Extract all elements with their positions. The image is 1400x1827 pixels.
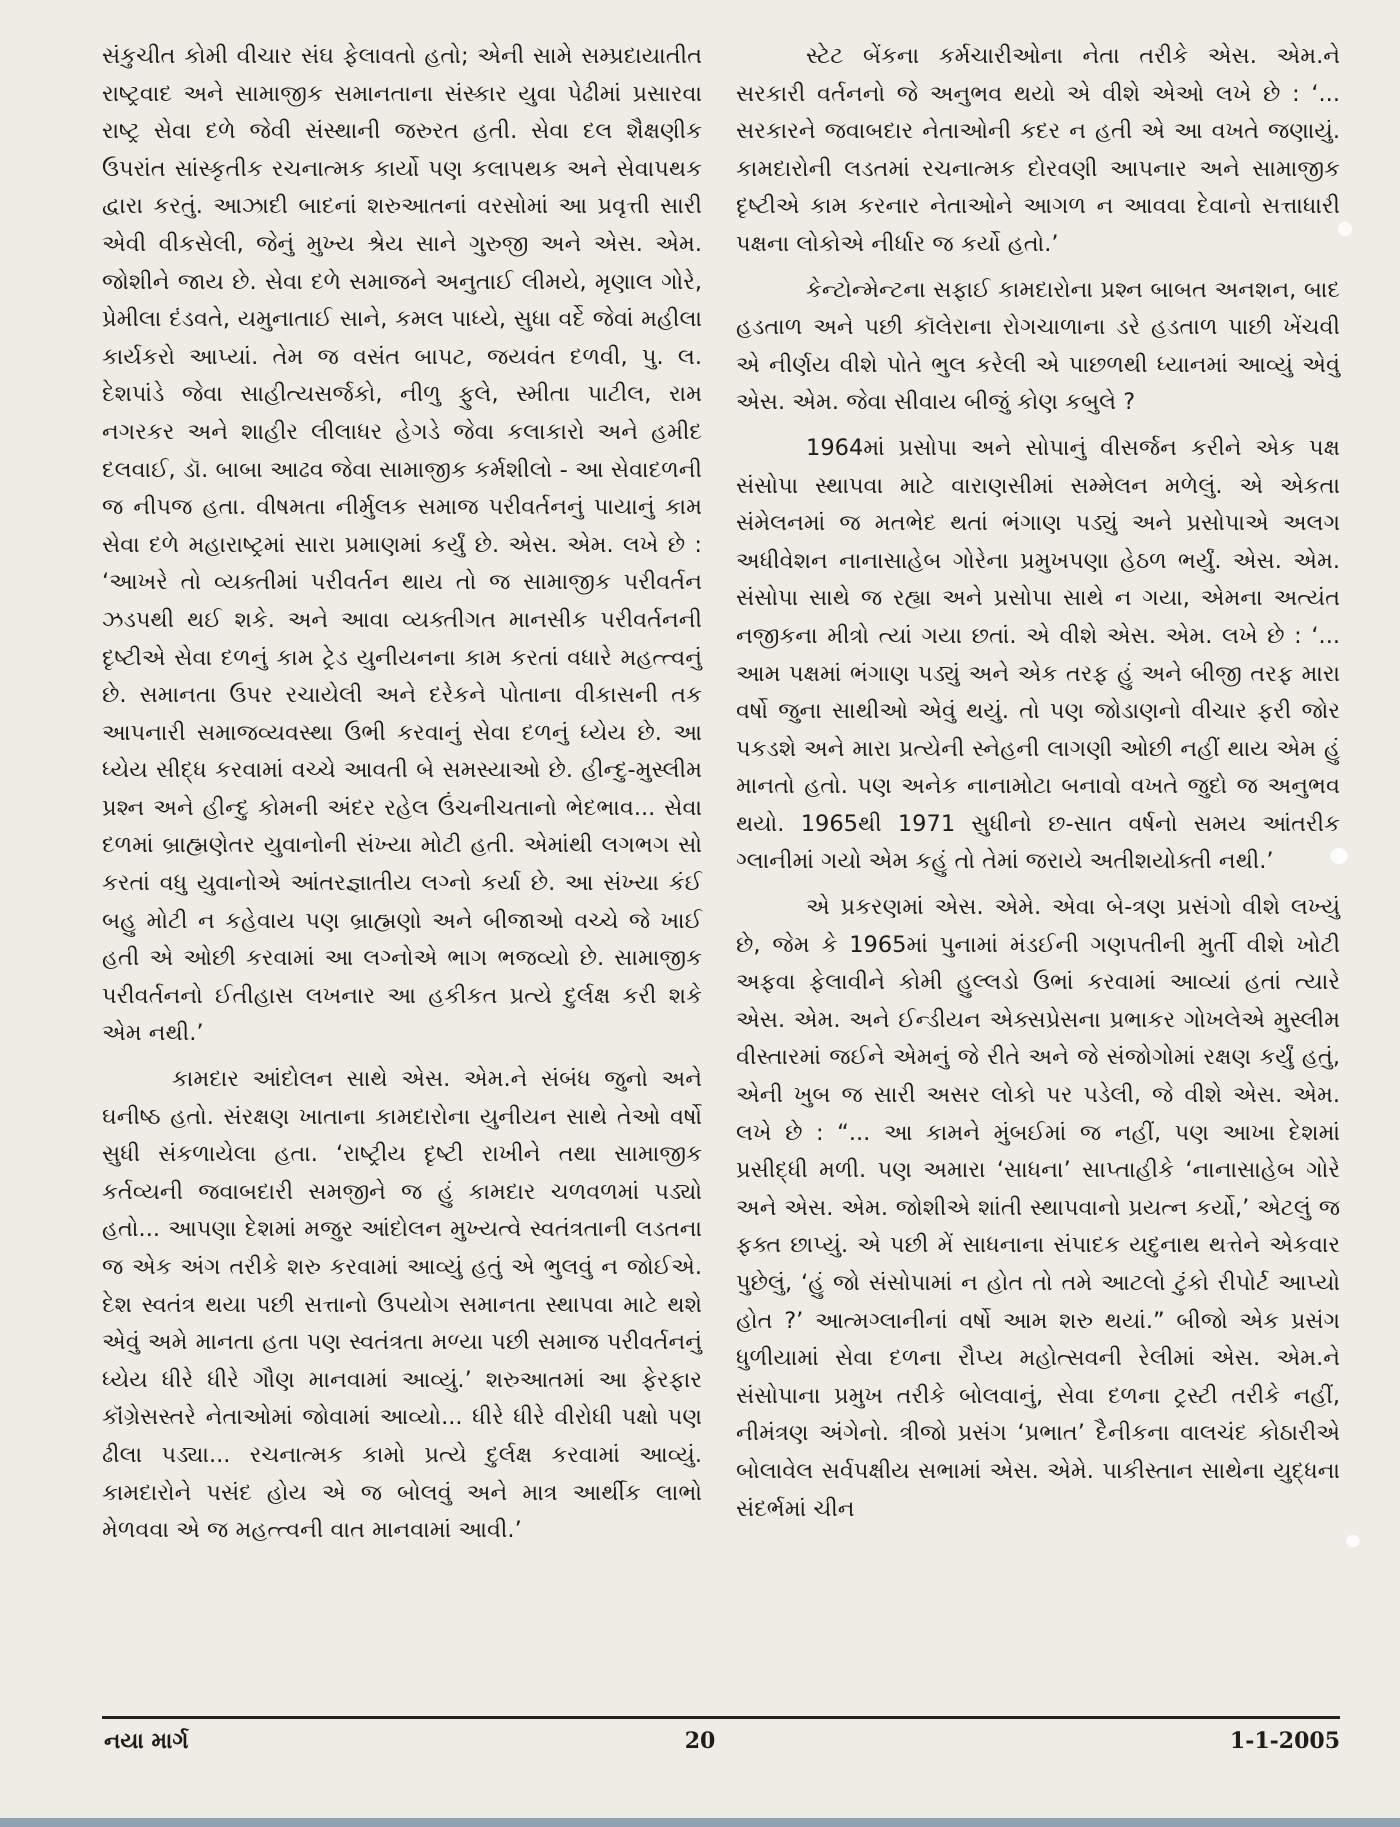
footer-rule [102,1716,1340,1719]
scan-edge [0,1818,1400,1827]
paper-blemish [1338,222,1352,236]
paper-blemish [1346,1535,1360,1547]
right-paragraph-3: 1964માં પ્રસોપા અને સોપાનું વીસર્જન કરીને એક પક્ષ સંસોપા સ્થાપવા માટે વારાણસીમાં સમ્મેલન મળેલું. એ એકતા સંમેલનમાં જ મતભેદ થતાં ભંગાણ પડ્યું અને પ્રસોપાએ અલગ અધીવેશન નાનાસાહેબ ગોરેના પ્રમુખપણા હેઠળ ભર્યું. એસ. એમ. સંસોપા સાથે જ રહ્યા અને પ્રસોપા સાથે ન ગયા, એમના અત્યંત નજીકના મીત્રો ત્યાં ગયા છતાં. એ વીશે એસ. એમ. લખે છે : ‘... આમ પક્ષમાં ભંગાણ પડ્યું અને એક તરફ હું અને બીજી તરફ મારા વર્ષો જુના સાથીઓ એવું થયું. તો પણ જોડાણનો વીચાર ફરી જોર પકડશે અને મારા પ્રત્યેની સ્નેહની લાગણી ઓછી નહીં થાય એમ હું માનતો હતો. પણ અનેક નાનામોટા બનાવો વખતે જુદો જ અનુભવ થયો. 1965થી 1971 સુધીનો છ-સાત વર્ષનો સમય આંતરીક ગ્લાનીમાં ગયો એમ કહું તો તેમાં જરાયે અતીશયોક્તી નથી.’ [736,434,1340,875]
left-paragraph-1: સંકુચીત કોમી વીચાર સંઘ ફેલાવતો હતો; એની સામે સમ્પ્રદાયાતીત રાષ્ટ્રવાદ અને સામાજીક સમાનતાના સંસ્કાર યુવા પેઢીમાં પ્રસારવા રાષ્ટ્ર સેવા દળે જેવી સંસ્થાની જરુરત હતી. સેવા દલ શૈક્ષણીક ઉપરાંત સાંસ્કૃતીક રચનાત્મક કાર્યો પણ કલાપથક અને સેવાપથક દ્વારા કરતું. આઝાદી બાદનાં શરુઆતનાં વરસોમાં આ પ્રવૃત્તી સારી એવી વીકસેલી, જેનું મુખ્ય શ્રેય સાને ગુરુજી અને એસ. એમ. જોશીને જાય છે. સેવા દળે સમાજને અનુતાઈ લીમયે, મૃણાલ ગોરે, પ્રેમીલા દંડવતે, યમુનાતાઈ સાને, કમલ પાધ્યે, સુધા વર્દે જેવાં મહીલા કાર્યકરો આપ્યાં. તેમ જ વસંત બાપટ, જયવંત દળવી, પુ. લ. દેશપાંડે જેવા સાહીત્યસર્જકો, નીળુ ફુલે, સ્મીતા પાટીલ, રામ નગરકર અને શાહીર લીલાધર હેગડે જેવા કલાકારો અને હમીદ દલવાઈ, ડૉ. બાબા આઢવ જેવા સામાજીક કર્મશીલો - આ સેવાદળની જ નીપજ હતા. વીષમતા નીર્મુલક સમાજ પરીવર્તનનું પાયાનું કામ સેવા દળે મહારાષ્ટ્રમાં સારા પ્રમાણમાં કર્યું છે. એસ. એમ. લખે છે : ‘આખરે તો વ્યક્તીમાં પરીવર્તન થાય તો જ સામાજીક પરીવર્તન ઝડપથી થઈ શકે. અને આવા વ્યક્તીગત માનસીક પરીવર્તનની દૃષ્ટીએ સેવા દળનું કામ ટ્રેડ યુનીયનના કામ કરતાં વધારે મહત્ત્વનું છે. સમાનતા ઉપર રચાયેલી અને દરેકને પોતાના વીકાસની તક આપનારી સમાજવ્યવસ્થા ઉભી કરવાનું સેવા દળનું ધ્યેય છે. આ ધ્યેય સીદ્ધ કરવામાં વચ્ચે આવતી બે સમસ્યાઓ છે. હીન્દુ-મુસ્લીમ પ્રશ્ન અને હીન્દુ કોમની અંદર રહેલ ઉંચનીચતાનો ભેદભાવ... સેવા દળમાં બ્રાહ્મણેતર યુવાનોની સંખ્યા મોટી હતી. એમાંથી લગભગ સો કરતાં વધુ યુવાનોએ આંતરજ્ઞાતીય લગ્નો કર્યા છે. આ સંખ્યા કંઈ બહુ મોટી ન કહેવાય પણ બ્રાહ્મણો અને બીજાઓ વચ્ચે જે ખાઈ હતી એ ઓછી કરવામાં આ લગ્નોએ ભાગ ભજવ્યો છે. સામાજીક પરીવર્તનનો ઈતીહાસ લખનાર આ હકીકત પ્રત્યે દુર્લક્ષ કરી શકે એમ નથી.’ [102,43,703,1047]
paper-blemish [1330,848,1348,864]
right-paragraph-1: સ્ટેટ બેંકના કર્મચારીઓના નેતા તરીકે એસ. એમ.ને સરકારી વર્તનનો જે અનુભવ થયો એ વીશે એઓ લખે છે : ‘... સરકારને જવાબદાર નેતાઓની કદર ન હતી એ આ વખતે જણાયું. કામદારોની લડતમાં રચનાત્મક દોરવણી આપનાર અને સામાજીક દૃષ્ટીએ કામ કરનાર નેતાઓને આગળ ન આવવા દેવાનો સત્તાધારી પક્ષના લોકોએ નીર્ધાર જ કર્યો હતો.’ [736,43,1340,257]
footer-page-number: 20 [684,1728,716,1754]
left-paragraph-2: કામદાર આંદોલન સાથે એસ. એમ.ને સંબંધ જુનો અને ઘનીષ્ઠ હતો. સંરક્ષણ ખાતાના કામદારોના યુનીયન સાથે તેઓ વર્ષો સુધી સંકળાયેલા હતા. ‘રાષ્ટ્રીય દૃષ્ટી રાખીને તથા સામાજીક કર્તવ્યની જવાબદારી સમજીને જ હું કામદાર ચળવળમાં પડ્યો હતો... આપણા દેશમાં મજુર આંદોલન મુખ્યત્વે સ્વતંત્રતાની લડતના જ એક અંગ તરીકે શરુ કરવામાં આવ્યું હતું એ ભુલવું ન જોઈએ. દેશ સ્વતંત્ર થયા પછી સત્તાનો ઉપયોગ સમાનતા સ્થાપવા માટે થશે એવું અમે માનતા હતા પણ સ્વતંત્રતા મળ્યા પછી સમાજ પરીવર્તનનું ધ્યેય ધીરે ધીરે ગૌણ માનવામાં આવ્યું.’ શરુઆતમાં આ ફેરફાર કૉંગ્રેસસ્તરે નેતાઓમાં જોવામાં આવ્યો... ધીરે ધીરે વીરોધી પક્ષો પણ ઢીલા પડ્યા... રચનાત્મક કામો પ્રત્યે દુર્લક્ષ કરવામાં આવ્યું. કામદારોને પસંદ હોય એ જ બોલવું અને માત્ર આર્થીક લાભો મેળવવા એ જ મહત્ત્વની વાત માનવામાં આવી.’ [102,1066,702,1544]
footer-date: 1-1-2005 [1229,1728,1340,1754]
footer-magazine-name: નયા માર્ગ [104,1728,189,1754]
right-paragraph-2: કેન્ટોન્મેન્ટના સફાઈ કામદારોના પ્રશ્ન બાબત અનશન, બાદ હડતાળ અને પછી કૉલેરાના રોગચાળાના ડરે હડતાળ પાછી ખેંચવી એ નીર્ણય વીશે પોતે ભુલ કરેલી એ પાછળથી ધ્યાનમાં આવ્યું એવું એસ. એમ. જેવા સીવાય બીજું કોણ કબુલે ? [736,276,1340,416]
left-column [102,38,702,1550]
right-column [736,38,1340,1528]
right-paragraph-4: એ પ્રકરણમાં એસ. એમે. એવા બે-ત્રણ પ્રસંગો વીશે લખ્યું છે, જેમ કે 1965માં પુનામાં મંડઈની ગણપતીની મુર્તી વીશે ખોટી અફવા ફેલાવીને કોમી હુલ્લડો ઉભાં કરવામાં આવ્યાં હતાં ત્યારે એસ. એમ. અને ઈન્ડીયન એક્સપ્રેસના પ્રભાકર ગોખલેએ મુસ્લીમ વીસ્તારમાં જઈને એમનું જે રીતે અને જે સંજોગોમાં રક્ષણ કર્યું હતું, એની ખુબ જ સારી અસર લોકો પર પડેલી, જે વીશે એસ. એમ. લખે છે : “... આ કામને મુંબઈમાં જ નહીં, પણ આખા દેશમાં પ્રસીદ્ધી મળી. પણ અમારા ‘સાધના’ સાપ્તાહીકે ‘નાનાસાહેબ ગોરે અને એસ. એમ. જોશીએ શાંતી સ્થાપવાનો પ્રયત્ન કર્યો,’ એટલું જ ફક્ત છાપ્યું. એ પછી મેં સાધનાના સંપાદક યદુનાથ થત્તેને એકવાર પુછેલું, ‘હું જો સંસોપામાં ન હોત તો તમે આટલો ટુંકો રીપોર્ટ આપ્યો હોત ?’ આત્મગ્લાનીનાં વર્ષો આમ શરુ થયાં.” બીજો એક પ્રસંગ ધુળીયામાં સેવા દળના રૌપ્ય મહોત્સવની રેલીમાં એસ. એમ.ને સંસોપાના પ્રમુખ તરીકે બોલવાનું, સેવા દળના ટ્રસ્ટી તરીકે નહીં, નીમંત્રણ અંગેનો. ત્રીજો પ્રસંગ ‘પ્રભાત’ દૈનીકના વાલચંદ કોઠારીએ બોલાવેલ સર્વપક્ષીય સભામાં એસ. એમે. પાકીસ્તાન સાથેના યુદ્ધના સંદર્ભમાં ચીન [736,894,1340,1522]
